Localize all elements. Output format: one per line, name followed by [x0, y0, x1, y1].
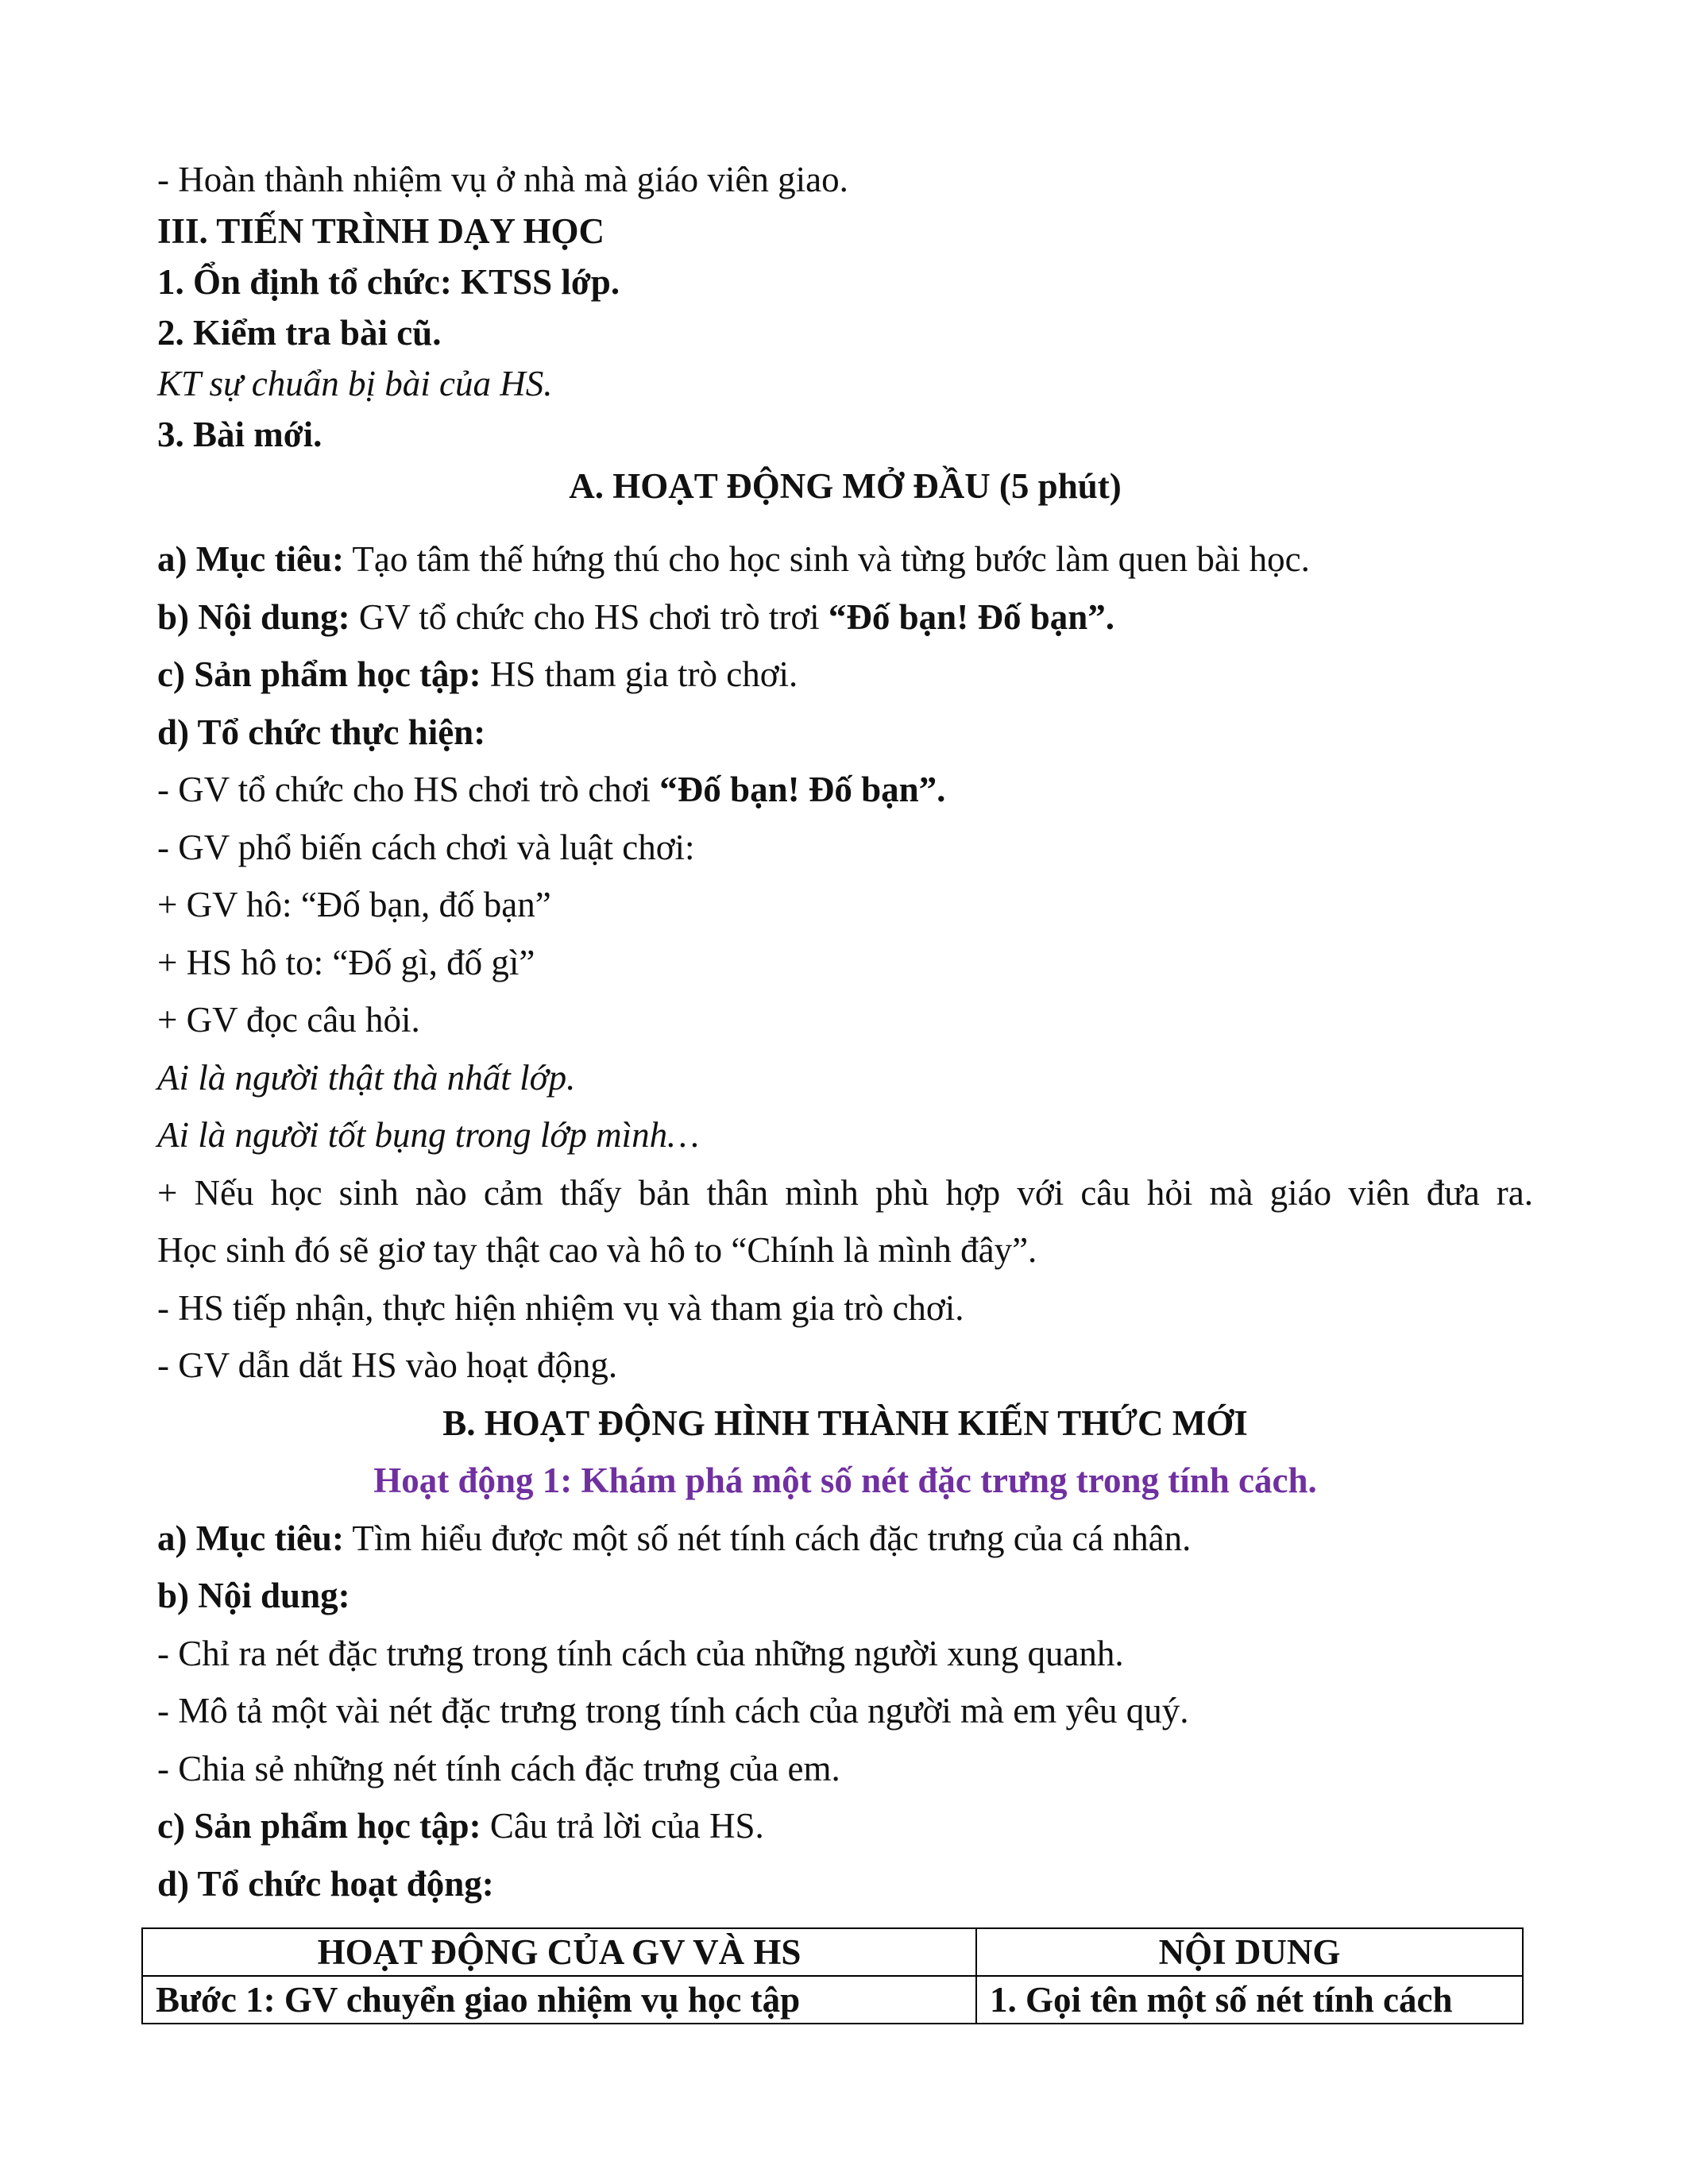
product-text: HS tham gia trò chơi.: [481, 654, 798, 694]
content-label: b) Nội dung:: [157, 597, 350, 637]
step-1-heading: 1. Ổn định tổ chức: KTSS lớp.: [157, 262, 620, 302]
b-objective-text: Tìm hiểu được một số nét tính cách đặc trưng của cá nhân.: [343, 1518, 1192, 1558]
section-b-organization-label: d) Tổ chức hoạt động:: [157, 1864, 494, 1904]
content-game-name: “Đố bạn! Đố bạn”.: [828, 597, 1114, 637]
objective-text: Tạo tâm thế hứng thú cho học sinh và từng bước làm quen bài học.: [343, 539, 1310, 579]
product-label: c) Sản phẩm học tập:: [157, 654, 481, 694]
section-a-objective: [157, 537, 1310, 581]
section-b-objective: [157, 1516, 1191, 1561]
section-heading-iii: III. TIẾN TRÌNH DẠY HỌC: [157, 211, 605, 251]
table-cell: 1. Gọi tên một số nét tính cách: [976, 1976, 1523, 2024]
activity-1-title: Hoạt động 1: Khám phá một số nét đặc trưng trong tính cách.: [373, 1461, 1317, 1500]
section-b-content-3: - Chia sẻ những nét tính cách đặc trưng của em.: [157, 1749, 840, 1788]
b-product-label: c) Sản phẩm học tập:: [157, 1806, 481, 1846]
sample-question-2: Ai là người tốt bụng trong lớp mình…: [157, 1115, 700, 1155]
org-step-1-game-name: “Đố bạn! Đố bạn”.: [659, 770, 946, 809]
table-header-row: [142, 1928, 1523, 1976]
section-a-content: [157, 595, 1114, 639]
section-b-content-label: b) Nội dung:: [157, 1576, 350, 1615]
table-row: [142, 1976, 1523, 2024]
section-a-org-step-6a: + Nếu học sinh nào cảm thấy bản thân mình phù hợp với câu hỏi mà giáo viên đưa ra.: [157, 1173, 1533, 1213]
b-objective-label: a) Mục tiêu:: [157, 1518, 344, 1558]
section-a-org-step-4: + HS hô to: “Đố gì, đố gì”: [157, 943, 535, 982]
activity-table: [141, 1927, 1524, 2024]
section-b-heading: B. HOẠT ĐỘNG HÌNH THÀNH KIẾN THỨC MỚI: [442, 1403, 1248, 1443]
table-header-cell: HOẠT ĐỘNG CỦA GV VÀ HS: [142, 1928, 976, 1976]
section-a-org-step-7: - HS tiếp nhận, thực hiện nhiệm vụ và tham gia trò chơi.: [157, 1288, 964, 1328]
section-b-content-2: - Mô tả một vài nét đặc trưng trong tính cách của người mà em yêu quý.: [157, 1691, 1189, 1731]
step-2-heading: 2. Kiểm tra bài cũ.: [157, 313, 442, 353]
section-a-product: [157, 652, 798, 696]
section-a-organization-label: d) Tổ chức thực hiện:: [157, 712, 486, 752]
section-b-product: [157, 1804, 764, 1848]
objective-label: a) Mục tiêu:: [157, 539, 344, 579]
section-a-org-step-8: - GV dẫn dắt HS vào hoạt động.: [157, 1345, 618, 1385]
step-2-text: KT sự chuẩn bị bài của HS.: [157, 364, 553, 403]
section-b-content-1: - Chỉ ra nét đặc trưng trong tính cách của những người xung quanh.: [157, 1634, 1124, 1673]
content-text: GV tổ chức cho HS chơi trò trơi: [350, 597, 829, 637]
section-a-org-step-3: + GV hô: “Đố bạn, đố bạn”: [157, 885, 551, 924]
step-3-heading: 3. Bài mới.: [157, 415, 323, 454]
table-cell: Bước 1: GV chuyển giao nhiệm vụ học tập: [142, 1976, 976, 2024]
section-a-org-step-5: + GV đọc câu hỏi.: [157, 1000, 420, 1040]
section-a-org-step-1: [157, 767, 945, 812]
section-a-heading: A. HOẠT ĐỘNG MỞ ĐẦU (5 phút): [569, 466, 1122, 506]
b-product-text: Câu trả lời của HS.: [481, 1806, 764, 1846]
section-a-org-step-6b: Học sinh đó sẽ giơ tay thật cao và hô to “Chính là mình đây”.: [157, 1230, 1037, 1270]
table-header-cell: NỘI DUNG: [976, 1928, 1523, 1976]
section-a-org-step-2: - GV phổ biến cách chơi và luật chơi:: [157, 828, 695, 867]
sample-question-1: Ai là người thật thà nhất lớp.: [157, 1058, 576, 1098]
org-step-1-text: - GV tổ chức cho HS chơi trò chơi: [157, 770, 660, 809]
homework-line: - Hoàn thành nhiệm vụ ở nhà mà giáo viên giao.: [157, 160, 848, 199]
